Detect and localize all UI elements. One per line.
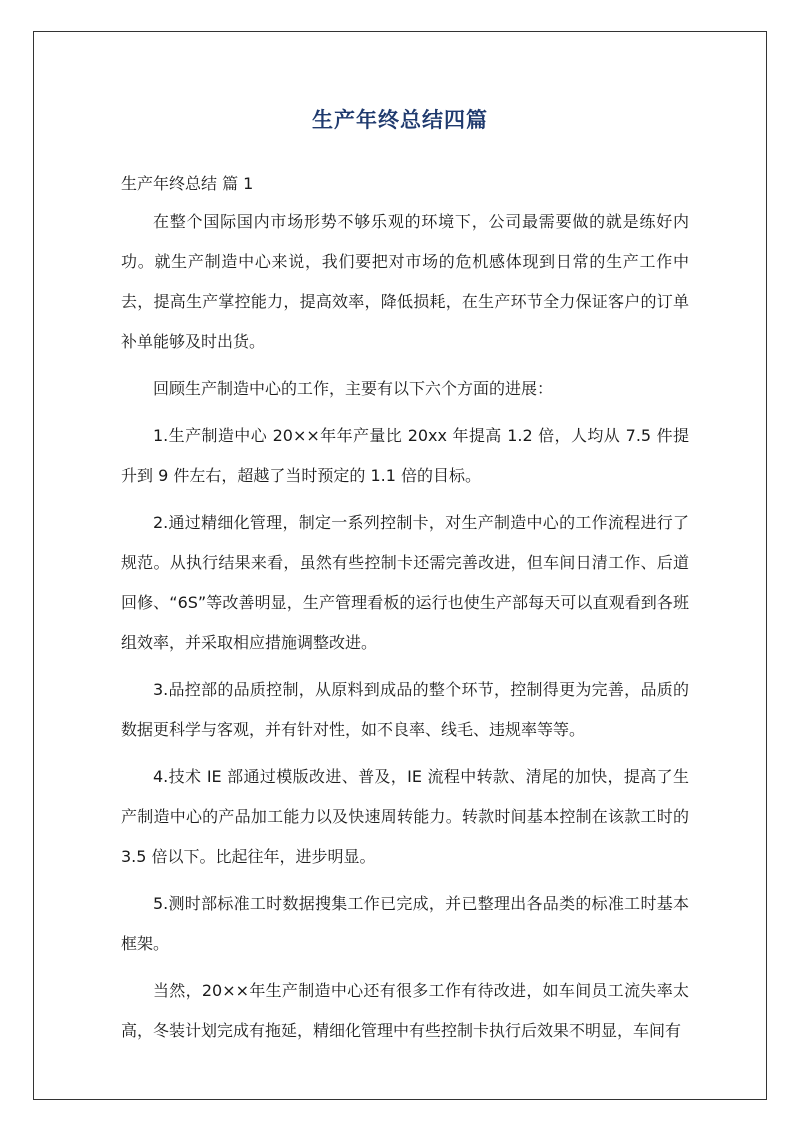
- section-heading: 生产年终总结 篇 1: [121, 174, 254, 193]
- paragraph: 3.品控部的品质控制，从原料到成品的整个环节，控制得更为完善，品质的数据更科学与客观，并有针对性，如不良率、线毛、违规率等等。: [121, 680, 689, 739]
- paragraph: 2.通过精细化管理，制定一系列控制卡，对生产制造中心的工作流程进行了规范。从执行结果来看，虽然有些控制卡还需完善改进，但车间日清工作、后道回修、“6S”等改善明显，生产管理看板的运行也使生产部每天可以直观看到各班组效率，并采取相应措施调整改进。: [121, 513, 689, 652]
- document-title: 生产年终总结四篇: [312, 108, 488, 132]
- document-body: [121, 202, 689, 1058]
- paragraph: 5.测时部标准工时数据搜集工作已完成，并已整理出各品类的标准工时基本框架。: [121, 894, 689, 953]
- paragraph: 在整个国际国内市场形势不够乐观的环境下，公司最需要做的就是练好内功。就生产制造中心来说，我们要把对市场的危机感体现到日常的生产工作中去，提高生产掌控能力，提高效率，降低损耗，在生产环节全力保证客户的订单补单能够及时出货。: [121, 212, 689, 351]
- paragraph: 当然，20××年生产制造中心还有很多工作有待改进，如车间员工流失率太高，冬装计划完成有拖延，精细化管理中有些控制卡执行后效果不明显，车间有: [121, 981, 689, 1040]
- paragraph: 回顾生产制造中心的工作，主要有以下六个方面的进展：: [153, 379, 554, 398]
- paragraph: 1.生产制造中心 20××年年产量比 20xx 年提高 1.2 倍，人均从 7.5 件提升到 9 件左右，超越了当时预定的 1.1 倍的目标。: [121, 426, 689, 485]
- paragraph: 4.技术 IE 部通过模版改进、普及，IE 流程中转款、清尾的加快，提高了生产制造中心的产品加工能力以及快速周转能力。转款时间基本控制在该款工时的 3.5 倍以下。比起往年，进步明显。: [121, 767, 689, 866]
